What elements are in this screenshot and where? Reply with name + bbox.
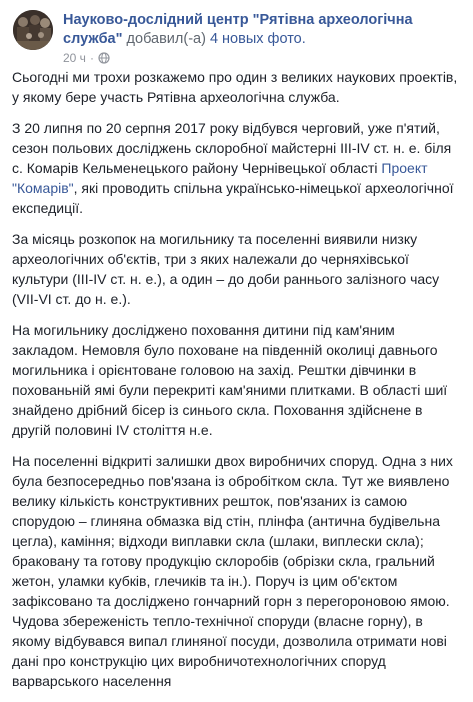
page-name-link[interactable]: Науково-дослідний центр "Рятівна археологічна служба" (63, 12, 413, 47)
post-paragraph: Сьогодні ми трохи розкажемо про один з великих наукових проектів, у якому бере участь Рятівна археологічна служба. (12, 69, 458, 105)
post-title-line (63, 11, 463, 49)
post-body (12, 67, 464, 702)
post-paragraph: За місяць розкопок на могильнику та поселенні виявили низку археологічних об'єктів, три з яких належали до черняхівської культури (III-IV ст. н. е.), а один – до доби раннього залізного часу (VII-VI ст. до н. е.). (12, 231, 440, 307)
meta-separator: · (89, 51, 94, 65)
post-paragraph: На могильнику досліджено поховання дитини під кам'яним закладом. Немовля було поховане на південній околиці давнього могильника і орієнтоване головою на захід. Рештки дівчинки в похованьній ямі були перекриті кам'яними плитками. В області шиї знайдено дрібний бісер із синього скла. Поховання здійснене в другій половині IV століття н.е. (12, 322, 448, 438)
post-paragraph (12, 118, 464, 218)
page-avatar[interactable] (13, 10, 53, 50)
post-meta (63, 50, 110, 66)
post-action-text: добавил(-а) (126, 31, 206, 47)
post-paragraph: На поселенні відкриті залишки двох виробничих споруд. Одна з них була безпосередньо пов'язана із обробітком скла. Тут же виявлено велику кількість конструктивних решток, пов'язаних із самою спорудою – глиняна обмазка від стін, плінфа (антична будівельна цегла), каміння; відходи виплавки скла (шлаки, виплески скла); браковану та готову продукцію склоробів (обрізки скла, гральний жетон, уламки кубків, глечиків та ін.). Поруч із цим об'єктом зафіксовано та досліджено гончарний горн з перегороновою ямою. Чудова збереженість тепло-технічної споруди (власне горну), в якому відбувався випал глиняної посуди, дозволила отримати нові дані про конструкцію цих виробничотехнологічних споруд варварського населення (12, 453, 453, 689)
paragraph-text: , які проводить спільна українсько-німецької археологічної експедиції. (12, 180, 454, 216)
post-timestamp[interactable]: 20 ч (63, 51, 86, 65)
avatar-photo-icon (13, 10, 53, 50)
project-komariv-link[interactable]: Проект "Комарів" (12, 160, 428, 196)
paragraph-text: З 20 липня по 20 серпня 2017 року відбувся черговий, уже п'ятий, сезон польових досліджень склоробної майстерні III-IV ст. н. е. біля с. Комарів Кельменецького району Чернівецької області (12, 120, 452, 176)
photos-link[interactable]: 4 новых фото. (209, 31, 306, 47)
globe-icon[interactable] (98, 52, 110, 64)
